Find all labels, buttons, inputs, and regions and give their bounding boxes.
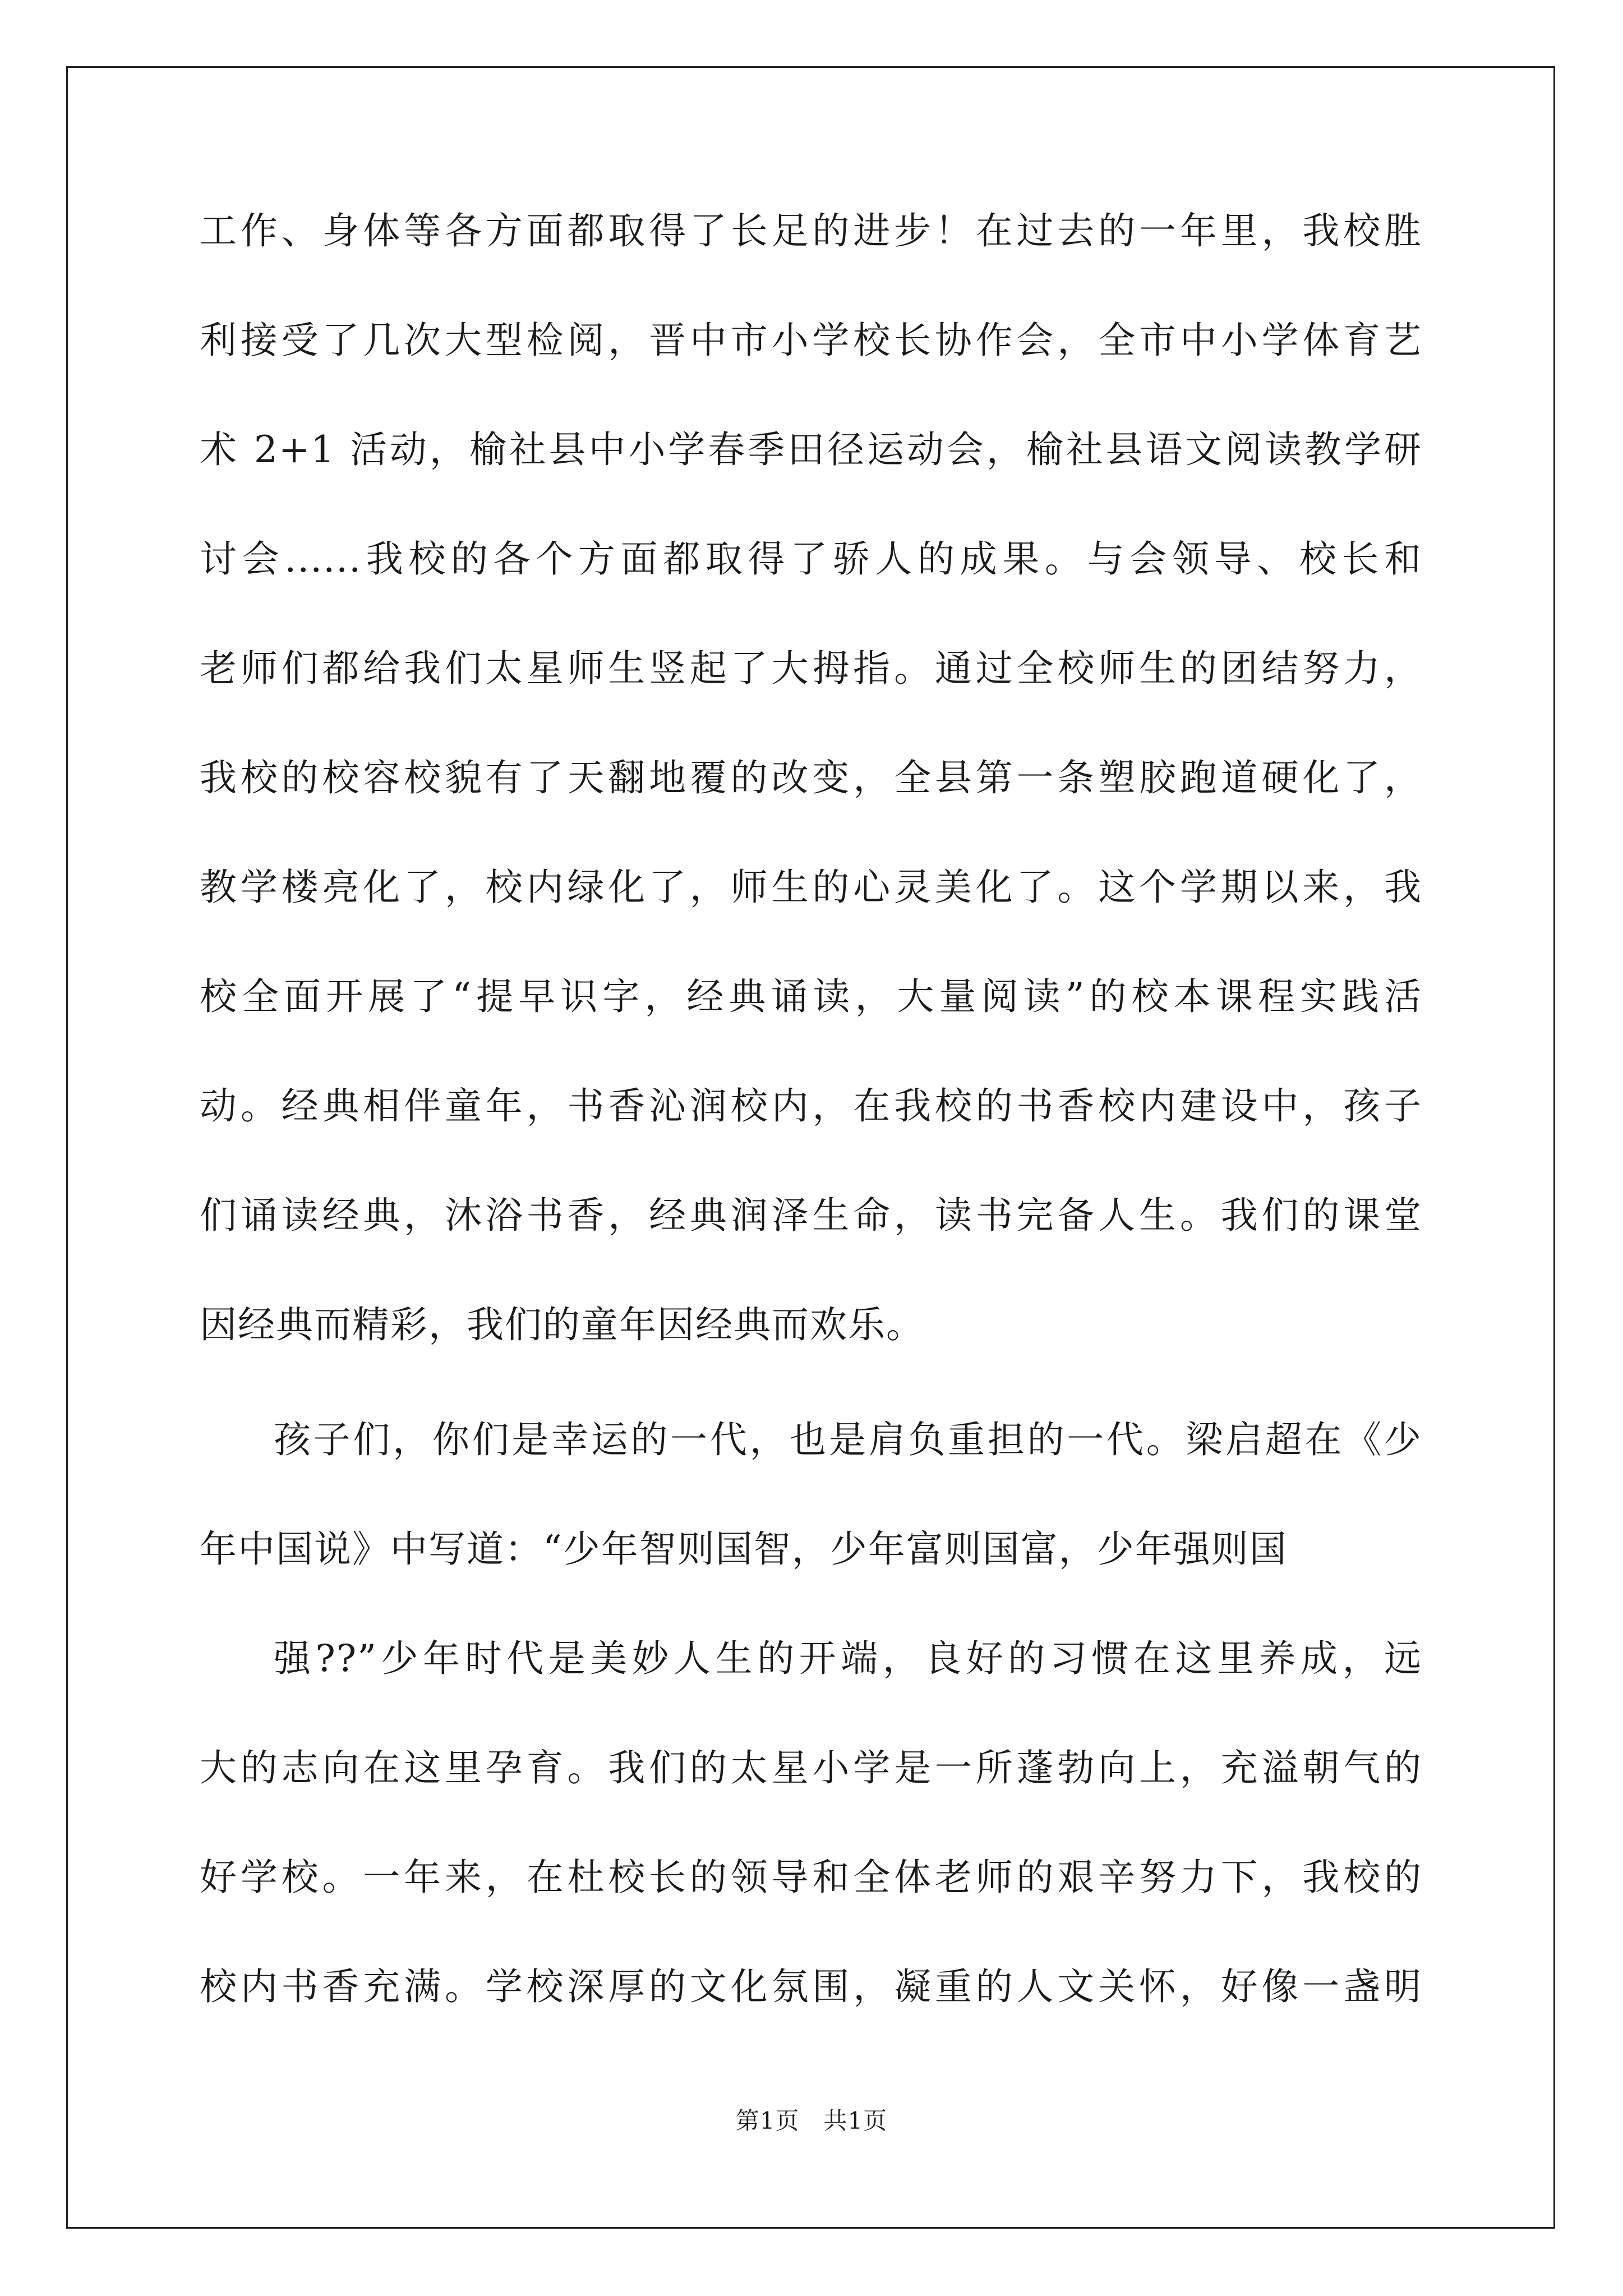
text-line: 校全面开展了“提早识字，经典诵读，大量阅读”的校本课程实践活 [200, 975, 1422, 1018]
text-line: 大的志向在这里孕育。我们的太星小学是一所蓬勃向上，充溢朝气的 [200, 1746, 1422, 1789]
text-line: 校内书香充满。学校深厚的文化氛围，凝重的人文关怀，好像一盏明 [200, 1965, 1422, 2008]
text-line: 讨会......我校的各个方面都取得了骄人的成果。与会领导、校长和 [200, 537, 1422, 581]
text-line: 孩子们，你们是幸运的一代，也是肩负重担的一代。梁启超在《少 [274, 1418, 1422, 1461]
page-footer: 第1页 共1页 [735, 2107, 888, 2134]
page-border [66, 66, 1555, 2229]
text-line: 强??”少年时代是美妙人生的开端，良好的习惯在这里养成，远 [274, 1637, 1422, 1680]
text-line: 年中国说》中写道：“少年智则国智，少年富则国富，少年强则国 [200, 1527, 1288, 1571]
text-line: 教学楼亮化了，校内绿化了，师生的心灵美化了。这个学期以来，我 [200, 866, 1422, 909]
text-line: 术 2+1 活动，榆社县中小学春季田径运动会，榆社县语文阅读教学研 [200, 428, 1422, 471]
text-line: 好学校。一年来，在杜校长的领导和全体老师的艰辛努力下，我校的 [200, 1856, 1422, 1899]
text-line: 动。经典相伴童年，书香沁润校内，在我校的书香校内建设中，孩子 [200, 1084, 1422, 1128]
text-line: 们诵读经典，沐浴书香，经典润泽生命，读书完备人生。我们的课堂 [200, 1194, 1422, 1237]
text-line: 工作、身体等各方面都取得了长足的进步！在过去的一年里，我校胜 [200, 209, 1422, 252]
text-line: 我校的校容校貌有了天翻地覆的改变，全县第一条塑胶跑道硬化了， [200, 756, 1422, 799]
text-line: 因经典而精彩，我们的童年因经典而欢乐。 [200, 1303, 924, 1346]
text-line: 利接受了几次大型检阅，晋中市小学校长协作会，全市中小学体育艺 [200, 319, 1422, 362]
text-line: 老师们都给我们太星师生竖起了大拇指。通过全校师生的团结努力， [200, 647, 1422, 690]
